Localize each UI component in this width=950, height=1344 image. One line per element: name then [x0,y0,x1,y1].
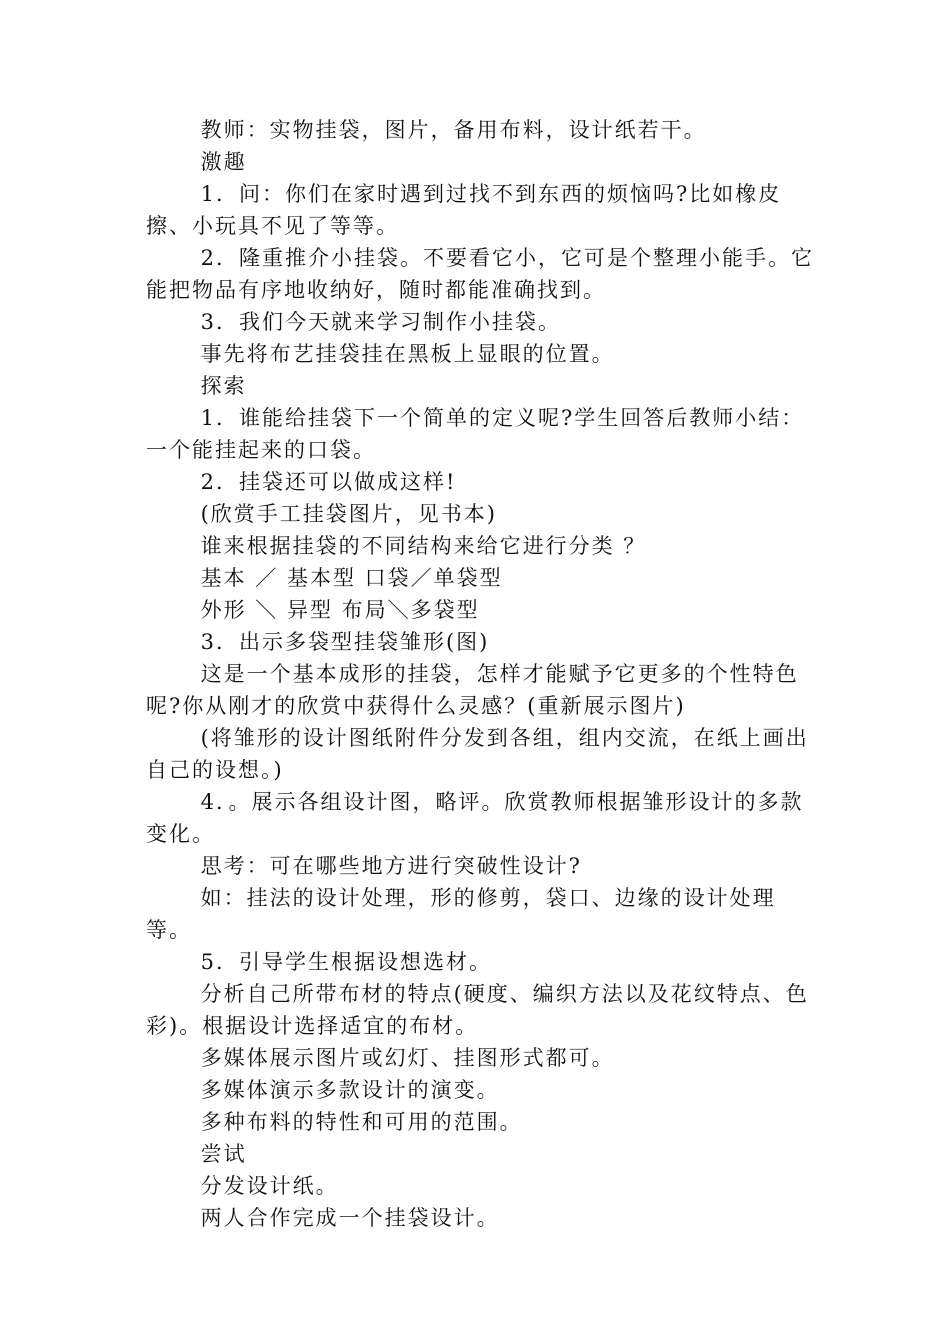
document-body [146,114,818,1234]
paragraph: 教师：实物挂袋，图片，备用布料，设计纸若干。 [200,118,707,142]
paragraph: 3．出示多袋型挂袋雏形(图) [200,630,490,654]
paragraph: 两人合作完成一个挂袋设计。 [200,1206,500,1230]
paragraph: 事先将布艺挂袋挂在黑板上显眼的位置。 [200,342,615,366]
section-heading: 尝试 [200,1142,247,1166]
paragraph: 分析自己所带布材的特点(硬度、编织方法以及花纹特点、色彩)。根据设计选择适宜的布材。 [146,982,809,1038]
paragraph: 基本 ／ 基本型 口袋／单袋型 [200,566,503,590]
paragraph: 5．引导学生根据设想选材。 [200,950,492,974]
paragraph: 这是一个基本成形的挂袋，怎样才能赋予它更多的个性特色呢?你从刚才的欣赏中获得什么灵感？(重新展示图片) [146,662,799,718]
paragraph: 3．我们今天就来学习制作小挂袋。 [200,310,561,334]
paragraph: 多媒体展示图片或幻灯、挂图形式都可。 [200,1046,615,1070]
paragraph: 外形 ＼ 异型 布局＼多袋型 [200,598,480,622]
paragraph: 多媒体演示多款设计的演变。 [200,1078,500,1102]
paragraph: 1．谁能给挂袋下一个简单的定义呢?学生回答后教师小结：一个能挂起来的口袋。 [146,406,805,462]
paragraph: (欣赏手工挂袋图片，见书本) [200,502,497,526]
paragraph: 谁来根据挂袋的不同结构来给它进行分类 ？ [200,534,647,558]
paragraph: 分发设计纸。 [200,1174,339,1198]
paragraph: 4．。展示各组设计图，略评。欣赏教师根据雏形设计的多款变化。 [146,790,804,846]
paragraph: 2．挂袋还可以做成这样! [200,470,457,494]
section-heading: 探索 [200,374,247,398]
paragraph: 多种布料的特性和可用的范围。 [200,1110,523,1134]
paragraph: 1．问：你们在家时遇到过找不到东西的烦恼吗?比如橡皮擦、小玩具不见了等等。 [146,182,782,238]
paragraph: 思考：可在哪些地方进行突破性设计? [200,854,582,878]
paragraph: (将雏形的设计图纸附件分发到各组，组内交流，在纸上画出自己的设想。) [146,726,809,782]
section-heading: 激趣 [200,150,247,174]
paragraph: 2．隆重推介小挂袋。不要看它小，它可是个整理小能手。它能把物品有序地收纳好，随时都能准确找到。 [146,246,814,302]
paragraph: 如：挂法的设计处理，形的修剪，袋口、边缘的设计处理等。 [146,886,776,942]
